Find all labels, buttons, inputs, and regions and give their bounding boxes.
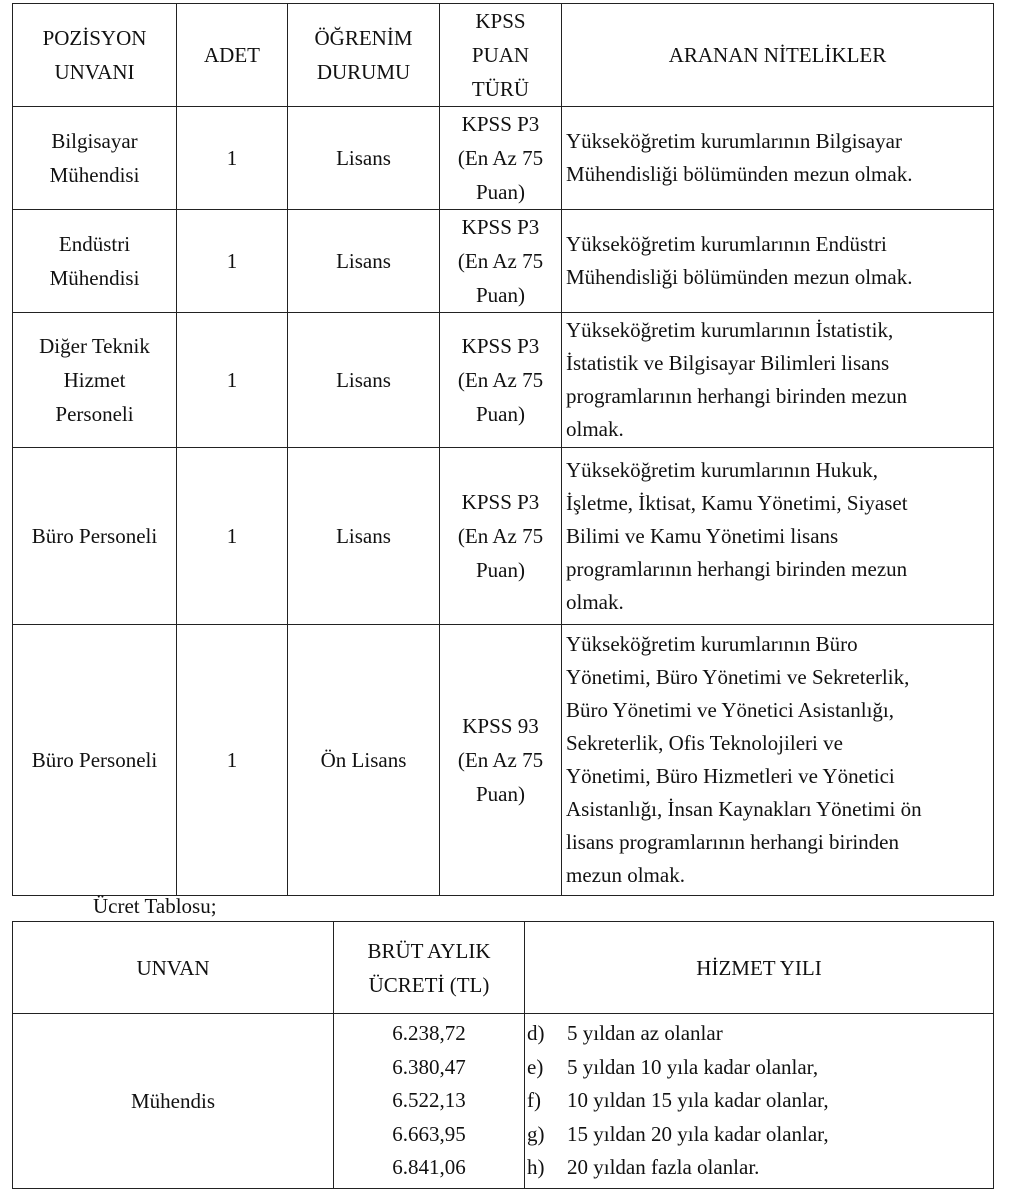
text-line: Mühendisi <box>49 266 140 290</box>
salary-amount: 6.841,06 <box>392 1155 466 1180</box>
text-line: Yükseköğretim kurumlarının Hukuk, <box>566 457 879 482</box>
header-position-title <box>13 4 177 107</box>
kpss-cell <box>440 448 562 625</box>
text-line: KPSS 93 <box>462 714 539 738</box>
service-year-label: h) <box>527 1155 545 1180</box>
text-line: KPSS P3 <box>461 334 540 358</box>
count-cell: 1 <box>177 448 288 625</box>
service-years-cell <box>525 1014 994 1189</box>
table-row <box>13 313 994 448</box>
header-gross-salary <box>334 922 525 1014</box>
table-row <box>13 107 994 210</box>
text-line: olmak. <box>566 589 624 614</box>
qualification-cell <box>562 625 994 896</box>
salary-title-cell: Mühendis <box>13 1014 334 1189</box>
header-line: ÖĞRENİM <box>314 26 413 50</box>
text-line: (En Az 75 <box>457 748 544 772</box>
position-title-cell <box>13 313 177 448</box>
text-line: Mühendisi <box>49 163 140 187</box>
qualification-cell <box>562 107 994 210</box>
count-cell: 1 <box>177 625 288 896</box>
text-line: Mühendisliği bölümünden mezun olmak. <box>566 265 913 289</box>
header-line: TÜRÜ <box>471 77 530 101</box>
service-year-text: 5 yıldan az olanlar <box>567 1021 723 1046</box>
text-line: programlarının herhangi birinden mezun <box>566 384 908 408</box>
salary-amount: 6.522,13 <box>392 1088 466 1113</box>
header-line: ÜCRETİ (TL) <box>368 972 490 997</box>
text-line: KPSS P3 <box>461 215 540 239</box>
text-line: Yükseköğretim kurumlarının İstatistik, <box>566 318 894 342</box>
text-line: Mühendisliği bölümünden mezun olmak. <box>566 162 913 186</box>
count-cell: 1 <box>177 313 288 448</box>
header-qualifications: ARANAN NİTELİKLER <box>562 4 994 107</box>
text-line: Hizmet <box>63 368 126 392</box>
text-line: (En Az 75 <box>457 146 544 170</box>
header-title: UNVAN <box>13 922 334 1014</box>
service-year-label: d) <box>527 1021 545 1046</box>
service-year-text: 10 yıldan 15 yıla kadar olanlar, <box>567 1088 829 1113</box>
service-year-label: g) <box>527 1121 545 1146</box>
service-year-item <box>527 1017 993 1051</box>
salary-amount: 6.663,95 <box>392 1121 466 1146</box>
text-line: Yükseköğretim kurumlarının Büro <box>566 632 858 656</box>
positions-header-row <box>13 4 994 107</box>
header-line: BRÜT AYLIK <box>367 938 491 963</box>
text-line: Yönetimi, Büro Hizmetleri ve Yönetici <box>566 764 895 788</box>
service-year-item <box>527 1118 993 1152</box>
text-line: lisans programlarının herhangi birinden <box>566 830 899 854</box>
kpss-cell <box>440 210 562 313</box>
education-cell: Lisans <box>288 448 440 625</box>
count-cell: 1 <box>177 107 288 210</box>
header-line: PUAN <box>471 43 530 67</box>
table-row <box>13 1014 994 1189</box>
text-line: Diğer Teknik <box>39 334 150 358</box>
table-row <box>13 210 994 313</box>
salary-amounts-cell <box>334 1014 525 1189</box>
text-line: programlarının herhangi birinden mezun <box>566 556 908 581</box>
qualification-cell <box>562 313 994 448</box>
text-line: Yükseköğretim kurumlarının Bilgisayar <box>566 129 902 153</box>
header-line: POZİSYON <box>42 26 147 50</box>
header-line: KPSS <box>475 9 526 33</box>
text-line: mezun olmak. <box>566 863 685 887</box>
position-title-cell <box>13 210 177 313</box>
text-line: Sekreterlik, Ofis Teknolojileri ve <box>566 731 843 755</box>
education-cell: Ön Lisans <box>288 625 440 896</box>
text-line: KPSS P3 <box>461 490 540 514</box>
header-service-years: HİZMET YILI <box>525 922 994 1014</box>
service-year-label: e) <box>527 1054 544 1079</box>
text-line: İşletme, İktisat, Kamu Yönetimi, Siyaset <box>566 490 908 515</box>
count-cell: 1 <box>177 210 288 313</box>
header-count: ADET <box>177 4 288 107</box>
salary-table <box>12 921 994 1189</box>
text-line: Puan) <box>476 283 525 307</box>
header-kpss-type <box>440 4 562 107</box>
qualification-cell <box>562 210 994 313</box>
service-year-text: 20 yıldan fazla olanlar. <box>567 1155 760 1180</box>
text-line: İstatistik ve Bilgisayar Bilimleri lisans <box>566 351 890 375</box>
kpss-cell <box>440 313 562 448</box>
education-cell: Lisans <box>288 313 440 448</box>
text-line: Puan) <box>476 558 525 582</box>
service-year-item <box>527 1084 993 1118</box>
text-line: KPSS P3 <box>461 112 540 136</box>
position-title-cell <box>13 107 177 210</box>
text-line: olmak. <box>566 417 624 441</box>
text-line: (En Az 75 <box>457 524 544 548</box>
salary-amount: 6.238,72 <box>392 1021 466 1046</box>
service-year-item <box>527 1051 993 1085</box>
text-line: Büro Personeli <box>31 524 158 548</box>
positions-table <box>12 3 994 896</box>
text-line: Puan) <box>476 402 525 426</box>
text-line: Büro Personeli <box>31 748 158 772</box>
kpss-cell <box>440 107 562 210</box>
service-year-label: f) <box>527 1088 541 1113</box>
text-line: (En Az 75 <box>457 249 544 273</box>
text-line: Büro Yönetimi ve Yönetici Asistanlığı, <box>566 698 894 722</box>
text-line: Bilimi ve Kamu Yönetimi lisans <box>566 523 839 548</box>
salary-amount: 6.380,47 <box>392 1054 466 1079</box>
header-line: UNVANI <box>54 60 135 84</box>
salary-table-caption: Ücret Tablosu; <box>93 894 217 918</box>
text-line: Puan) <box>476 180 525 204</box>
text-line: Bilgisayar <box>51 129 138 153</box>
text-line: Yükseköğretim kurumlarının Endüstri <box>566 232 887 256</box>
text-line: Endüstri <box>58 232 131 256</box>
salary-header-row <box>13 922 994 1014</box>
education-cell: Lisans <box>288 210 440 313</box>
text-line: (En Az 75 <box>457 368 544 392</box>
text-line: Personeli <box>55 402 134 426</box>
service-year-text: 5 yıldan 10 yıla kadar olanlar, <box>567 1054 819 1079</box>
qualification-cell <box>562 448 994 625</box>
service-year-text: 15 yıldan 20 yıla kadar olanlar, <box>567 1121 829 1146</box>
position-title-cell <box>13 625 177 896</box>
service-year-item <box>527 1151 993 1185</box>
text-line: Puan) <box>476 782 525 806</box>
kpss-cell <box>440 625 562 896</box>
table-row <box>13 448 994 625</box>
table-row <box>13 625 994 896</box>
header-line: DURUMU <box>316 60 411 84</box>
text-line: Asistanlığı, İnsan Kaynakları Yönetimi ön <box>566 797 922 821</box>
header-education <box>288 4 440 107</box>
text-line: Yönetimi, Büro Yönetimi ve Sekreterlik, <box>566 665 910 689</box>
position-title-cell <box>13 448 177 625</box>
education-cell: Lisans <box>288 107 440 210</box>
